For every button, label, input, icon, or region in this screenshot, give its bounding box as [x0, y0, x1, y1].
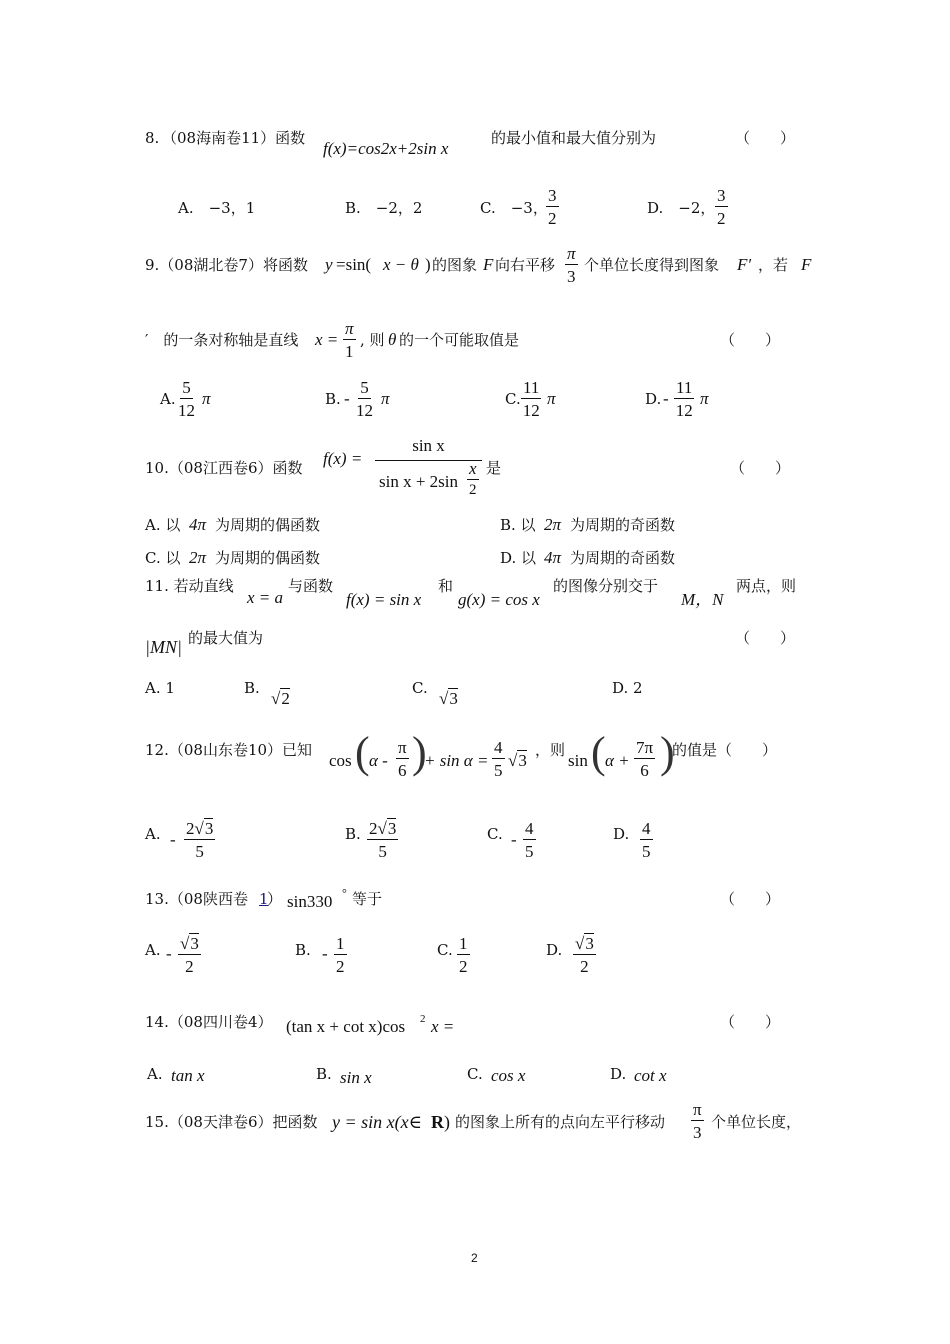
- q15-tail: 个单位长度，: [711, 1113, 802, 1131]
- q9-answer-bracket: （ ）: [720, 331, 781, 349]
- q13-option-c-label: C.: [437, 941, 453, 959]
- q12-alpha-plus: α +: [605, 751, 630, 770]
- q10-option-a-period: 4π: [189, 515, 207, 534]
- q9-option-a-label: A.: [160, 390, 176, 408]
- q12-head: 12.（08山东卷10）已知: [145, 741, 313, 759]
- q9-F-prime: F′: [737, 255, 752, 274]
- q13-option-d-label: D.: [546, 941, 563, 959]
- q13-option-b-minus: -: [322, 944, 328, 963]
- q13-close: ）: [267, 890, 283, 908]
- q12-sin: sin: [568, 751, 588, 770]
- q11-points: M，N: [681, 590, 724, 609]
- q10-numerator: sin x: [375, 437, 482, 461]
- q13-degree: °: [342, 886, 347, 900]
- q15-mid: 的图象上所有的点向左平行移动: [455, 1113, 666, 1131]
- q10-head: 10.（08江西卷6）函数: [145, 459, 303, 477]
- q15-R: R: [431, 1112, 444, 1132]
- q13-head: 13.（08陕西卷: [145, 890, 248, 908]
- q13-source-link[interactable]: 1: [259, 890, 269, 908]
- q9-option-c-pi: π: [547, 389, 556, 408]
- q13-option-c-fraction: $\frac{1}{2}$: [459, 934, 468, 976]
- q12-option-c-label: C.: [487, 825, 503, 843]
- q11-pts: 两点，则: [736, 577, 797, 595]
- q12-option-c-fraction: $\frac{4}{5}$: [525, 819, 534, 861]
- q15-expr: y = sin x(x∈: [332, 1112, 422, 1132]
- q14-answer-bracket: （ ）: [720, 1013, 781, 1031]
- q9-end: 的一个可能取值是: [399, 331, 520, 349]
- q12-left-paren-1: (: [355, 728, 370, 777]
- q13-option-b-fraction: $\frac{1}{2}$: [336, 934, 345, 976]
- q14-exponent: 2: [420, 1013, 426, 1025]
- q12-sqrt3: √3: [508, 751, 527, 770]
- q13-option-a-fraction: $\frac{√3}{2}$: [180, 934, 199, 976]
- q10-fraction: [375, 437, 482, 461]
- q14-option-a-label: A.: [147, 1065, 163, 1083]
- q10-option-c-post: 为周期的偶函数: [215, 549, 321, 567]
- q11-option-a: A. 1: [145, 679, 175, 697]
- q9-shift: 向右平移: [495, 256, 556, 274]
- q12-alpha-minus: α -: [369, 751, 388, 770]
- q9-option-b-pi: π: [381, 389, 390, 408]
- q8-number: 8.: [145, 129, 160, 147]
- q8-option-c: C. −3，: [480, 199, 548, 217]
- q14-head: 14.（08四川卷4）: [145, 1013, 273, 1031]
- q11-max: 的最大值为: [188, 629, 264, 647]
- q10-answer-bracket: （ ）: [730, 459, 791, 477]
- q12-option-b-label: B.: [345, 825, 361, 843]
- q13-expr: sin330: [287, 892, 333, 911]
- q11-meet: 的图像分别交于: [553, 577, 659, 595]
- q11-option-b: B.: [244, 679, 260, 697]
- q14-option-d-value: cot x: [634, 1066, 667, 1085]
- q9-eq: =sin(: [336, 255, 372, 274]
- q12-right-paren-2: ): [660, 728, 675, 777]
- q11-option-c: C.: [412, 679, 428, 697]
- q14-option-c-label: C.: [467, 1065, 483, 1083]
- q14-option-a-value: tan x: [171, 1066, 205, 1085]
- q10-option-b-post: 为周期的奇函数: [570, 516, 676, 534]
- q11-abs-mn: |MN|: [145, 637, 182, 657]
- q12-tail: 的值是（ ）: [672, 741, 778, 759]
- q8-option-c-fraction: $\frac{3}{2}$: [548, 186, 557, 228]
- q9-then: , 则: [360, 331, 385, 349]
- q9-option-c-label: C.: [505, 390, 521, 408]
- q12-then: ，则: [535, 741, 566, 759]
- q15-pi-over-3: $\frac{\pi}{3}$: [693, 1100, 702, 1142]
- q14-option-b-label: B.: [316, 1065, 332, 1083]
- q12-cos: cos: [329, 751, 352, 770]
- q9-arg: x − θ: [383, 255, 419, 274]
- q11-gx: g(x) = cos x: [458, 590, 540, 609]
- q9-after: 个单位长度得到图象: [584, 256, 720, 274]
- q12-option-a-fraction: $\frac{2√3}{5}$: [186, 819, 214, 861]
- q8-option-a: A. −3，1: [178, 199, 256, 217]
- q14-option-d-label: D.: [610, 1065, 627, 1083]
- q8-option-b: B. −2，2: [345, 199, 423, 217]
- q9-theta: θ: [388, 330, 397, 349]
- q10-denominator: sin x + 2sin: [379, 472, 459, 491]
- q13-option-d-fraction: $\frac{√3}{2}$: [575, 934, 594, 976]
- q9-y: y: [325, 255, 333, 274]
- q9-option-d-minus: -: [663, 389, 669, 408]
- q12-plus-sin: + sin α =: [424, 751, 489, 770]
- q9-option-a-pi: π: [202, 389, 211, 408]
- q9-option-c-fraction: $\frac{11}{12}$: [522, 378, 540, 420]
- page-number: 2: [471, 1251, 478, 1265]
- q8-stem: 的最小值和最大值分别为: [491, 129, 657, 147]
- q9-option-d-label: D.: [645, 390, 662, 408]
- q10-option-a-post: 为周期的偶函数: [215, 516, 321, 534]
- q12-pi-over-6: $\frac{\pi}{6}$: [398, 738, 407, 780]
- q9-option-a-fraction: $\frac{5}{12}$: [178, 378, 195, 420]
- q8-formula: f(x)=cos2x+2sin x: [323, 139, 449, 158]
- q10-fx: f(x) =: [323, 449, 363, 468]
- q12-option-d-fraction: $\frac{4}{5}$: [642, 819, 651, 861]
- q8-option-d: D. −2，: [647, 199, 716, 217]
- q9-F: F: [483, 255, 494, 274]
- q15-close: ): [444, 1112, 450, 1132]
- q10-option-c-pre: C. 以: [145, 549, 181, 567]
- q11-and: 和: [438, 577, 454, 595]
- q14-x-eq: x =: [431, 1017, 455, 1036]
- q11-option-b-radical: √2: [271, 689, 290, 708]
- q10-option-b-period: 2π: [544, 515, 562, 534]
- q11-with: 与函数: [288, 577, 334, 595]
- q14-option-b-value: sin x: [340, 1068, 372, 1087]
- q8-option-d-fraction: $\frac{3}{2}$: [717, 186, 726, 228]
- q9-line2: ′ 的一条对称轴是直线: [145, 331, 299, 349]
- q10-option-d-period: 4π: [544, 548, 562, 567]
- q12-left-paren-2: (: [591, 728, 606, 777]
- q12-right-paren-1: ): [412, 728, 427, 777]
- q12-option-d-label: D.: [613, 825, 630, 843]
- q11-option-d: D. 2: [612, 679, 643, 697]
- q10-option-d-post: 为周期的奇函数: [570, 549, 676, 567]
- q12-four-fifths: $\frac{4}{5}$: [494, 738, 503, 780]
- q11-option-c-radical: √3: [439, 689, 458, 708]
- q10-option-b-pre: B. 以: [500, 516, 536, 534]
- q9-option-d-fraction: $\frac{11}{12}$: [675, 378, 693, 420]
- q10-tail: 是: [486, 459, 502, 477]
- q9-option-b-label: B.: [325, 390, 341, 408]
- q10-half-fraction: $\frac{x}{2}$: [469, 459, 477, 498]
- q11-head: 11. 若动直线: [145, 577, 234, 595]
- q13-option-a-minus: -: [166, 944, 172, 963]
- q10-option-c-period: 2π: [189, 548, 207, 567]
- q8-source: （08海南卷11）函数: [162, 129, 306, 147]
- q8-answer-bracket: （ ）: [735, 129, 796, 147]
- q13-tail: 等于: [352, 890, 383, 908]
- q15-head: 15.（08天津卷6）把函数: [145, 1113, 318, 1131]
- q12-option-a-minus: -: [170, 830, 176, 849]
- q11-line-x-eq-a: x = a: [247, 588, 284, 607]
- q9-F2: F: [801, 255, 812, 274]
- q13-option-a-label: A.: [145, 941, 161, 959]
- q10-option-d-pre: D. 以: [500, 549, 537, 567]
- q12-option-b-fraction: $\frac{2√3}{5}$: [369, 819, 397, 861]
- q10-option-a-pre: A. 以: [145, 516, 181, 534]
- q13-answer-bracket: （ ）: [720, 890, 781, 908]
- q9-close: ): [425, 255, 431, 274]
- q9-option-b-fraction: $\frac{5}{12}$: [356, 378, 373, 420]
- q9-mid: 的图象: [432, 256, 478, 274]
- q9-x-eq: x =: [315, 330, 339, 349]
- q9-option-d-pi: π: [700, 389, 709, 408]
- q11-answer-bracket: （ ）: [735, 629, 796, 647]
- q14-option-c-value: cos x: [491, 1066, 526, 1085]
- q9-axis-fraction: $\frac{\pi}{1}$: [345, 319, 354, 361]
- q12-option-a-label: A.: [145, 825, 161, 843]
- q14-expr: (tan x + cot x)cos: [286, 1017, 406, 1036]
- q11-fx: f(x) = sin x: [346, 590, 422, 609]
- q9-shift-fraction: $\frac{\pi}{3}$: [567, 244, 576, 286]
- q9-option-b-minus: -: [344, 389, 350, 408]
- q13-option-b-label: B.: [295, 941, 311, 959]
- q9-comma: ，若: [758, 256, 789, 274]
- q9-line1-lead: 9.（08湖北卷7）将函数: [145, 256, 308, 274]
- q12-option-c-minus: -: [511, 830, 517, 849]
- q12-seven-pi-over-6: $\frac{7\pi}{6}$: [636, 738, 654, 780]
